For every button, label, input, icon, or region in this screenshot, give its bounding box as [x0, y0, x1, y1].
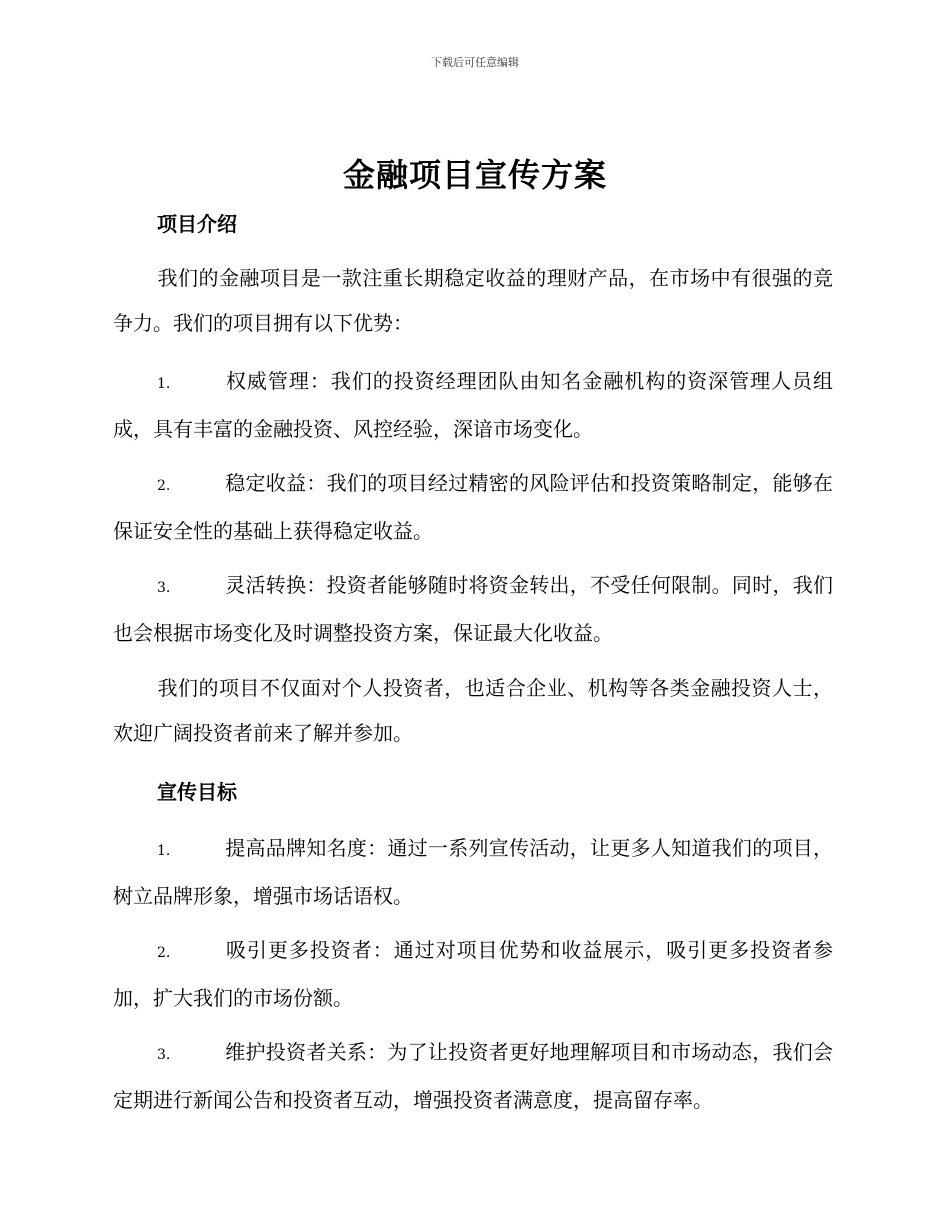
list-item-goal-3	[113, 1030, 833, 1123]
closing-text: 我们的项目不仅面对个人投资者，也适合企业、机构等各类金融投资人士，欢迎广阔投资者前来了解并参加。	[113, 676, 833, 745]
list-number: 3.	[157, 580, 171, 596]
list-item-text: 维护投资者关系：为了让投资者更好地理解项目和市场动态，我们会定期进行新闻公告和投资者互动，增强投资者满意度，提高留存率。	[113, 1040, 833, 1112]
section-heading-intro: 项目介绍	[157, 212, 237, 236]
list-item-text: 权威管理：我们的投资经理团队由知名金融机构的资深管理人员组成，具有丰富的金融投资、风控经验，深谙市场变化。	[113, 369, 833, 441]
list-item-advantage-2	[113, 461, 833, 554]
list-number: 3.	[157, 1047, 171, 1063]
list-item-advantage-3	[113, 563, 833, 656]
list-number: 1.	[157, 843, 171, 859]
list-item-text: 吸引更多投资者：通过对项目优势和收益展示，吸引更多投资者参加，扩大我们的市场份额。	[113, 938, 833, 1010]
intro-text: 我们的金融项目是一款注重长期稳定收益的理财产品，在市场中有很强的竞争力。我们的项目拥有以下优势：	[113, 266, 833, 335]
list-item-advantage-1	[113, 359, 833, 452]
list-item-text: 稳定收益：我们的项目经过精密的风险评估和投资策略制定，能够在保证安全性的基础上获得稳定收益。	[113, 471, 833, 543]
header-note: 下载后可任意编辑	[431, 56, 519, 69]
closing-paragraph	[113, 666, 833, 756]
list-item-goal-2	[113, 928, 833, 1021]
list-item-text: 提高品牌知名度：通过一系列宣传活动，让更多人知道我们的项目，树立品牌形象，增强市场话语权。	[113, 836, 833, 908]
list-number: 2.	[157, 478, 171, 494]
list-item-text: 灵活转换：投资者能够随时将资金转出，不受任何限制。同时，我们也会根据市场变化及时调整投资方案，保证最大化收益。	[113, 573, 833, 645]
section-heading-goals: 宣传目标	[157, 780, 237, 804]
intro-paragraph	[113, 256, 833, 346]
list-number: 2.	[157, 945, 171, 961]
list-item-goal-1	[113, 826, 833, 919]
list-number: 1.	[157, 376, 171, 392]
document-title: 金融项目宣传方案	[342, 156, 607, 194]
